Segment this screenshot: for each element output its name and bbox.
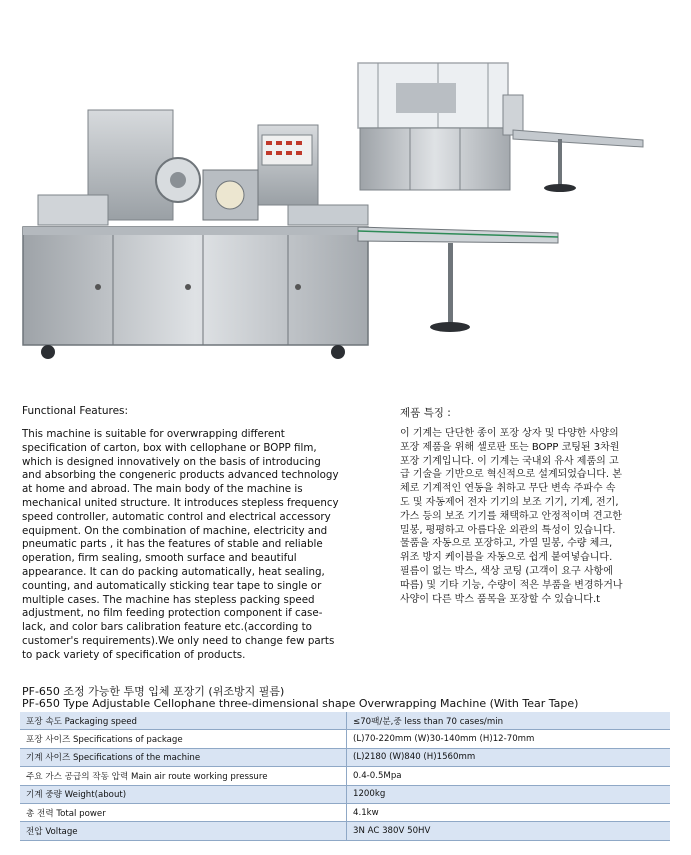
- spec-row: [20, 748, 670, 766]
- product-title-ko: PF-650 조정 가능한 투명 입체 포장기 (위조방지 필름): [22, 685, 285, 698]
- spec-label: 기계 중량 Weight(about): [20, 785, 347, 803]
- spec-row: [20, 785, 670, 803]
- spec-value: ≤70팩/분,중 less than 70 cases/min: [347, 712, 671, 730]
- spec-value: 1200kg: [347, 785, 671, 803]
- spec-row: [20, 730, 670, 748]
- spec-label: 전압 Voltage: [20, 822, 347, 840]
- spec-value: (L)70-220mm (W)30-140mm (H)12-70mm: [347, 730, 671, 748]
- spec-label: 총 전력 Total power: [20, 803, 347, 821]
- spec-value: 3N AC 380V 50HV: [347, 822, 671, 840]
- spec-value: 0.4-0.5Mpa: [347, 767, 671, 785]
- features-ko-title: 제품 특징 :: [400, 407, 451, 419]
- spec-row: [20, 803, 670, 821]
- features-ko-body: 이 기계는 단단한 종이 포장 상자 및 다양한 사양의 포장 제품을 위해 셀로판 또는 BOPP 코팅된 3차원 포장 기계입니다. 이 기계는 국내외 유사 제품의 고 급 기술을 기반으로 혁신적으로 설계되었습니다. 본 체로 기계적인 연동을 취하고 무단 변속 주파수 속 도 및 자동제어 전자 기기의 보조 기기, 기계, 전기, 가스 등의 보조 기기를 채택하고 안정적이며 견고한 밀봉, 평평하고 아름다운 외관의 특성이 있습니다. 물품을 자동으로 포장하고, 가열 밀봉, 수량 체크, 위조 방지 케이블을 자동으로 쉽게 붙여넣습니다. 필름이 없는 박스, 색상 코팅 (고객이 요구 사항에 따름) 및 기타 기능, 수량이 적은 부품을 변경하거나 사양이 다른 박스 품목을 포장할 수 있습니다.t: [400, 428, 623, 605]
- product-title-en: PF-650 Type Adjustable Cellophane three-dimensional shape Overwrapping Machine (With Tear Tape): [22, 697, 579, 710]
- back-machine: [358, 63, 643, 192]
- spec-label: 주요 가스 공급의 작동 압력 Main air route working pressure: [20, 767, 347, 785]
- spec-label: 기계 사이즈 Specifications of the machine: [20, 748, 347, 766]
- spec-row: [20, 767, 670, 785]
- spec-row: [20, 822, 670, 840]
- spec-value: 4.1kw: [347, 803, 671, 821]
- features-en-body: This machine is suitable for overwrapping different specification of carton, box with cellophane or BOPP film, which is designed innovatively on the basis of introducing and absorbing the congeneric products advanced technology at home and abroad. The main body of the machine is mechanical united structure. It introduces stepless frequency speed controller, automatic control and electrical accessory equipment. On the combination of machine, electricity and pneumatic parts , it has the features of stable and reliable operation, firm sealing, smooth surface and beautiful appearance. It can do packing automatically, heat sealing, counting, and automatically sticking tear tape to single or multiple cases. The machine has stepless packing speed adjustment, no film feeding protection component if case- lack, and color bars calibration feature etc.(according to customer's requirements).We only need to change few parts to pack variety of specification of products.: [22, 428, 339, 661]
- spec-label: 포장 사이즈 Specifications of package: [20, 730, 347, 748]
- features-en-title: Functional Features:: [22, 405, 129, 417]
- spec-row: [20, 712, 670, 730]
- machine-photo: [18, 55, 658, 385]
- spec-label: 포장 속도 Packaging speed: [20, 712, 347, 730]
- spec-table: [20, 712, 670, 841]
- spec-value: (L)2180 (W)840 (H)1560mm: [347, 748, 671, 766]
